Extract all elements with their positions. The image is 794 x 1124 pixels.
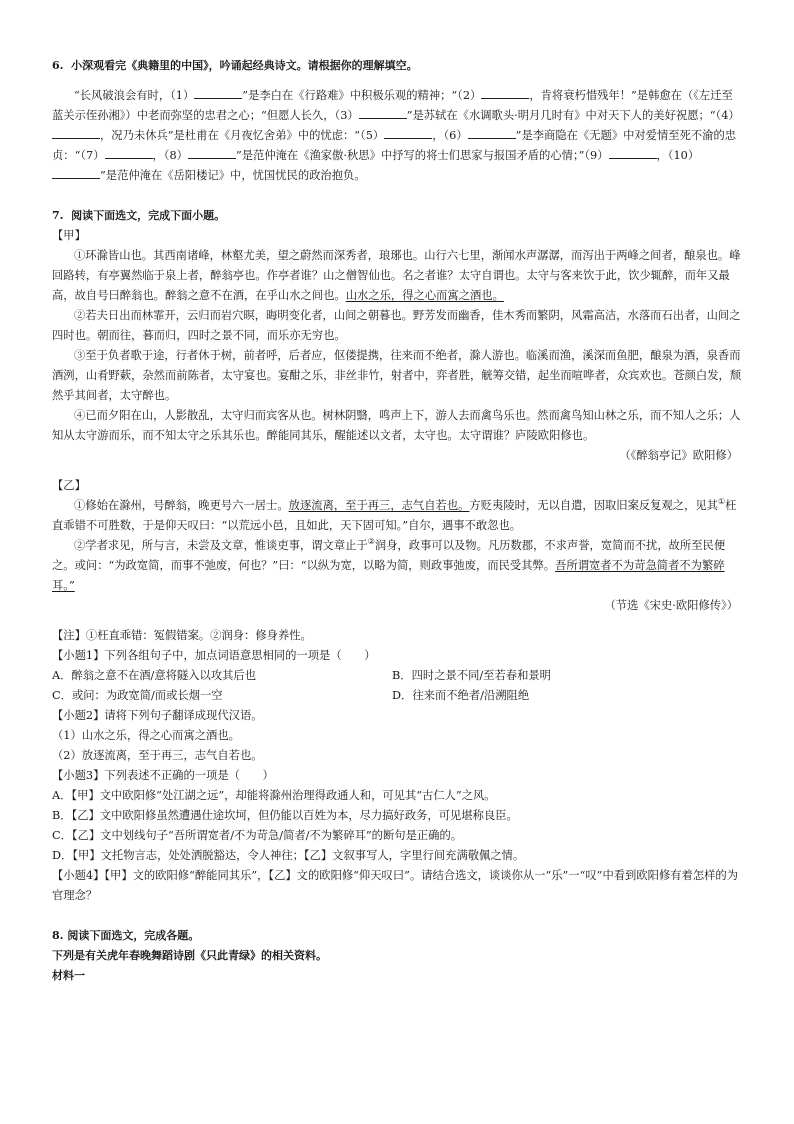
yi-p1-text-2: 方贬夷陵时，无以自遣，因取旧案反复观之，见其 (469, 499, 718, 512)
footnote-marker-2: ② (367, 537, 375, 547)
footnote: 【注】①枉直乖错：冤假错案。②润身：修身养性。 (52, 629, 312, 642)
blank-5[interactable] (384, 127, 432, 139)
q6-text-9: （6） (443, 129, 468, 142)
yi-p1-text-3: 枉直乖错不可胜数，于是仰天叹曰：“以荒远小邑，且如此，天下固可知。”自尔，遇事不敢忽也。 (52, 499, 737, 532)
yi-p1-underlined: 放逐流离，至于再三，志气自若也。 (288, 499, 470, 512)
jia-p1-text: ①环滁皆山也。其西南诸峰，林壑尤美，望之蔚然而深秀者，琅琊也。山行六七里，渐闻水声潺潺，而泻出于两峰之间者，酿泉也。峰回路转，有亭翼然临于泉上者，醉翁亭也。作亭者谁？山之僧智仙也。名之者谁？太守自谓也。太守与客来饮于此，饮少辄醉，而年又最高，故自号曰醉翁也。醉翁之意不在酒，在乎山水之间也。 (52, 249, 741, 302)
q6-text-1: “长风破浪会有时，（1） (74, 89, 195, 102)
q6-text-13: 思》中抒写的将士们思家与报国矛盾的心情；”（9） (358, 149, 609, 162)
q6-text-4: 韩愈在（《左迁至蓝关示侄孙湘》）中老而弥坚的忠君之心；“但愿人长久，（3） (52, 89, 733, 122)
passage-jia-paragraph-3: ③至于负者歌于途，行者休于树，前者呼，后者应，伛偻提携，往来而不绝者，滁人游也。临溪而渔，溪深而鱼肥，酿泉为酒，泉香而酒洌，山肴野蔌，杂然而前陈者，太守宴也。宴酣之乐，非丝非竹，射者中，弈者胜，觥筹交错，起坐而喧哗者，众宾欢也。苍颜白发，颓然乎其间者，太守醉也。 (52, 349, 742, 402)
option-d[interactable]: D．往来而不绝者/沿溯阻绝 (392, 689, 530, 702)
blank-6[interactable] (468, 127, 516, 139)
q6-text-16: 治抱负。 (320, 169, 366, 182)
yi-p2-text: ②学者求见，所与言，未尝及文章，惟谈吏事，谓文章止于 (74, 539, 368, 552)
yi-p2-text-2: 润身，政事可以及物。凡历数郡，不求声誉，宽简而不扰，故所至民便之。或问：“为政宽简，而事不弛废，何也？”曰：“以纵为宽，以略为简，则政事弛废，而民受其弊。 (52, 539, 726, 572)
passage-jia-paragraph-1 (52, 246, 744, 306)
question-8-intro: 下列是有关虎年春晚舞蹈诗剧《只此青绿》的相关资料。 (52, 949, 327, 962)
subquestion-3-option-b[interactable]: B．【乙】文中欧阳修虽然遭遇仕途坎坷，但仍能以百姓为本，尽力搞好政务，可见堪称良臣。 (52, 809, 518, 822)
q6-text-2: ”是李白在《行路难》中积极乐观的精神；“（2） (242, 89, 482, 102)
subquestion-3: 【小题3】下列表述不正确的一项是（ ） (52, 769, 274, 782)
question-8 (52, 926, 744, 986)
passage-jia-label: 【甲】 (52, 229, 86, 242)
q6-text-11: ，（8） (152, 149, 188, 162)
subquestion-4: 【小题4】【甲】文的欧阳修“醉能同其乐”，【乙】文的欧阳修“仰天叹曰”。请结合选文，谈谈你从一“乐”一“叹”中看到欧阳修有着怎样的为官理念？ (52, 869, 739, 902)
subquestion-2-item-2: （2）放逐流离，至于再三，志气自若也。 (52, 749, 263, 762)
q6-text-12: ”是范仲淹在《渔家傲·秋 (235, 149, 359, 162)
passage-jia-source: （《醉翁亭记》欧阳修） (619, 449, 738, 462)
question-8-title: 8. 阅读下面选文，完成各题。 (52, 929, 200, 942)
subquestion-3-option-d[interactable]: D．【甲】文托物言志，处处洒脱豁达，令人神往；【乙】文叙事写人，字里行间充满敬佩之情。 (52, 849, 525, 862)
passage-yi-label: 【乙】 (52, 479, 86, 492)
q6-text-7: ，况乃未休兵”是杜甫在《月夜忆舍弟》中的忧虑：“（5） (100, 129, 385, 142)
material-one-label: 材料一 (52, 969, 85, 982)
question-6-title: 6. 小深观看完《典籍里的中国》，吟诵起经典诗文。请根据你的理解填空。 (52, 59, 418, 72)
subquestion-3-option-a[interactable]: A．【甲】文中欧阳修“处江湖之远”，却能将滁州治理得政通人和，可见其“古仁人”之风。 (52, 789, 496, 802)
blank-1[interactable] (194, 87, 242, 99)
subquestion-2-item-1: （1）山水之乐，得之心而寓之酒也。 (52, 729, 240, 742)
option-a[interactable]: A．醉翁之意不在酒/意将隧入以攻其后也 (52, 669, 257, 682)
passage-yi-paragraph-1 (52, 496, 744, 536)
q6-text-5: ”是苏轼在《水调歌头·明月几时 (406, 109, 563, 122)
footnote-marker-1: ① (717, 497, 726, 507)
passage-yi-source: （节选《宋史·欧阳修传》） (604, 599, 738, 612)
q6-text-3: ，肯将衰朽惜残年！”是 (529, 89, 649, 102)
blank-8[interactable] (188, 147, 236, 159)
blank-3[interactable] (359, 107, 407, 119)
question-6 (52, 56, 744, 186)
q6-text-15: ”是范仲淹在《岳阳楼记》中，忧国忧民的政 (100, 169, 321, 182)
subquestion-1: 【小题1】下列各组句子中，加点词语意思相同的一项是（ ） (52, 649, 376, 662)
option-c[interactable]: C．或问：为政宽简/而或长烟一空 (52, 689, 223, 702)
worksheet-page (52, 56, 744, 986)
passage-jia-paragraph-4: ④已而夕阳在山，人影散乱，太守归而宾客从也。树林阴翳，鸣声上下，游人去而禽鸟乐也。然而禽鸟知山林之乐，而不知人之乐；人知从太守游而乐，而不知太守之乐其乐也。醉能同其乐，醒能述以文者，太守也。太守谓谁？庐陵欧阳修也。 (52, 409, 741, 442)
question-7 (52, 206, 744, 906)
question-6-body (52, 86, 744, 186)
blank-10[interactable] (52, 167, 100, 179)
blank-4[interactable] (52, 127, 100, 139)
yi-p2-underlined: 吾所谓宽者不为苛急简者不为繁碎耳。” (52, 559, 725, 592)
blank-7[interactable] (105, 147, 153, 159)
yi-p1-text: ①修始在滁州，号醉翁，晚更号六一居士。 (74, 499, 289, 512)
q6-text-14: ，（10） (656, 149, 700, 162)
jia-p1-underlined: 山水之乐，得之心而寓之酒也。 (345, 289, 504, 302)
blank-9[interactable] (609, 147, 657, 159)
q6-text-8: ， (432, 129, 444, 142)
subquestion-3-option-c[interactable]: C．【乙】文中划线句子“吾所谓宽者/不为苛急/简者/不为繁碎耳”的断句是正确的。 (52, 829, 463, 842)
passage-jia-paragraph-2: ②若夫日出而林霏开，云归而岩穴暝，晦明变化者，山间之朝暮也。野芳发而幽香，佳木秀而繁阴，风霜高洁，水落而石出者，山间之四时也。朝而往，暮而归，四时之景不同，而乐亦无穷也。 (52, 309, 741, 342)
subquestion-2: 【小题2】请将下列句子翻译成现代汉语。 (52, 709, 263, 722)
subquestion-1-options-row-1 (52, 666, 744, 686)
option-b[interactable]: B．四时之景不同/至若春和景明 (392, 669, 551, 682)
q6-text-10: ”是李商隐在《无题》中对爱情至死不渝的忠贞：“（7） (52, 129, 737, 162)
subquestion-1-options-row-2 (52, 686, 744, 706)
passage-yi-paragraph-2 (52, 536, 744, 596)
question-7-title: 7. 阅读下面选文，完成下面小题。 (52, 209, 226, 222)
q6-text-6: 有》中对天下人的美好祝愿；“（4） (562, 109, 740, 122)
blank-2[interactable] (481, 87, 529, 99)
